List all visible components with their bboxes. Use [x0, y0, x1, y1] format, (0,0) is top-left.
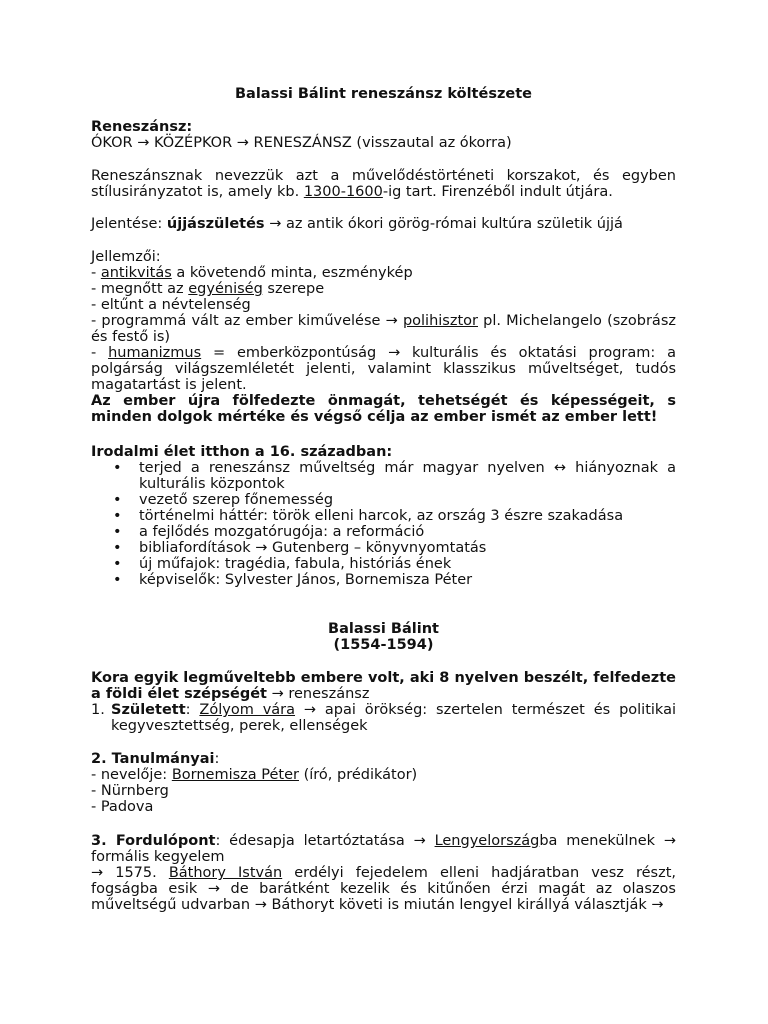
document-title: Balassi Bálint reneszánsz költészete: [234, 86, 532, 102]
traits-label: Jellemzői:: [91, 249, 161, 265]
renaissance-heading: Reneszánsz:: [91, 119, 193, 135]
turning-point-title: 3. Fordulópont: [91, 833, 216, 849]
trait-keyword: humanizmus: [108, 345, 202, 361]
list-item: • új műfajok: tragédia, fabula, históriás ének: [91, 556, 676, 572]
trait-item: - eltűnt a névtelenség: [91, 297, 251, 313]
section-birth: 1. Született: Zólyom vára → apai örökség: szertelen természet és politikai kegyvesztettség, perek, ellenségek: [91, 702, 676, 734]
intro-rest: → reneszánsz: [266, 686, 370, 702]
trait-keyword: antikvitás: [100, 265, 172, 281]
studies-item: - nevelője: Bornemisza Péter (író, prédikátor): [91, 767, 418, 783]
list-item: • képviselők: Sylvester János, Bornemisza Péter: [91, 572, 676, 588]
bold-statement: Az ember újra fölfedezte önmagát, tehetségét és képességeit, s minden dolgok mértéke és végső célja az ember ismét az ember lett!: [91, 393, 676, 425]
definition-text: Reneszánsznak nevezzük azt a művelődéstörténeti korszakot, és egyben stílusirányzatot is, amely kb.: [91, 168, 676, 200]
list-item: • terjed a reneszánsz műveltség már magyar nyelven ↔ hiányoznak a kulturális központok: [91, 460, 676, 492]
literature-list: [91, 460, 676, 588]
renaissance-definition: [91, 168, 676, 200]
tutor-name: Bornemisza Péter: [171, 767, 299, 783]
trait-item: - megnőtt az egyéniség szerepe: [91, 281, 325, 297]
section-number: 1.: [91, 702, 105, 718]
list-item: • a fejlődés mozgatórugója: a reformáció: [91, 524, 676, 540]
era-timeline: ÓKOR → KÖZÉPKOR → RENESZÁNSZ (visszautal az ókorra): [91, 135, 512, 151]
traits-block: [91, 249, 676, 425]
trait-item: - antikvitás a követendő minta, eszménykép: [91, 265, 413, 281]
list-item: • vezető szerep főnemesség: [91, 492, 676, 508]
birth-place: Zólyom vára: [199, 702, 296, 718]
list-item: • történelmi háttér: török elleni harcok, az ország 3 észre szakadása: [91, 508, 676, 524]
trait-keyword: egyéniség: [188, 281, 263, 297]
meaning-label: Jelentése:: [91, 216, 163, 232]
literature-section: [91, 444, 676, 588]
person-name: Báthory István: [168, 865, 283, 881]
author-years: (1554-1594): [333, 637, 434, 653]
trait-item: - humanizmus = emberközpontúság → kulturális és oktatási program: a polgárság világszemléletét jelenti, valamint klasszikus műveltséget, tudós magatartást is jelent.: [91, 345, 676, 393]
renaissance-meaning: [91, 216, 676, 232]
trait-keyword: polihisztor: [402, 313, 478, 329]
meaning-text: → az antik ókori görög-római kultúra születik újjá: [269, 216, 623, 232]
author-name: Balassi Bálint: [328, 621, 439, 637]
definition-text-end: -ig tart. Firenzéből indult útjára.: [382, 184, 613, 200]
section-turning-point: 3. Fordulópont: édesapja letartóztatása → Lengyelországba menekülnek → formális kegyelem → 1575. Báthory István erdélyi fejedelem elleni hadjáratban vesz részt, fogságba esik → de barátként kezelik és kitűnően érzi magát az olaszos műveltségű udvarban → Báthoryt követi is miután lengyel királlyá választják →: [91, 833, 676, 913]
section-studies: 2. Tanulmányai: - nevelője: Bornemisza Péter (író, prédikátor) - Nürnberg - Padova: [91, 751, 676, 815]
birth-label: Született: [111, 702, 186, 718]
literature-heading: Irodalmi élet itthon a 16. században:: [91, 444, 393, 460]
studies-item: - Nürnberg: [91, 783, 169, 799]
studies-title: 2. Tanulmányai: [91, 751, 215, 767]
definition-years: 1300-1600: [303, 184, 383, 200]
meaning-keyword: újjászületés: [166, 216, 265, 232]
intro-bold: Kora egyik legműveltebb embere volt, aki 8 nyelven beszélt, felfedezte a földi élet szépségét: [91, 670, 676, 702]
author-intro: [91, 670, 676, 702]
trait-item: - programmá vált az ember kiművelése → polihisztor pl. Michelangelo (szobrász és festő is): [91, 313, 676, 345]
list-item: • bibliafordítások → Gutenberg – könyvnyomtatás: [91, 540, 676, 556]
country-name: Lengyelország: [434, 833, 540, 849]
studies-item: - Padova: [91, 799, 154, 815]
